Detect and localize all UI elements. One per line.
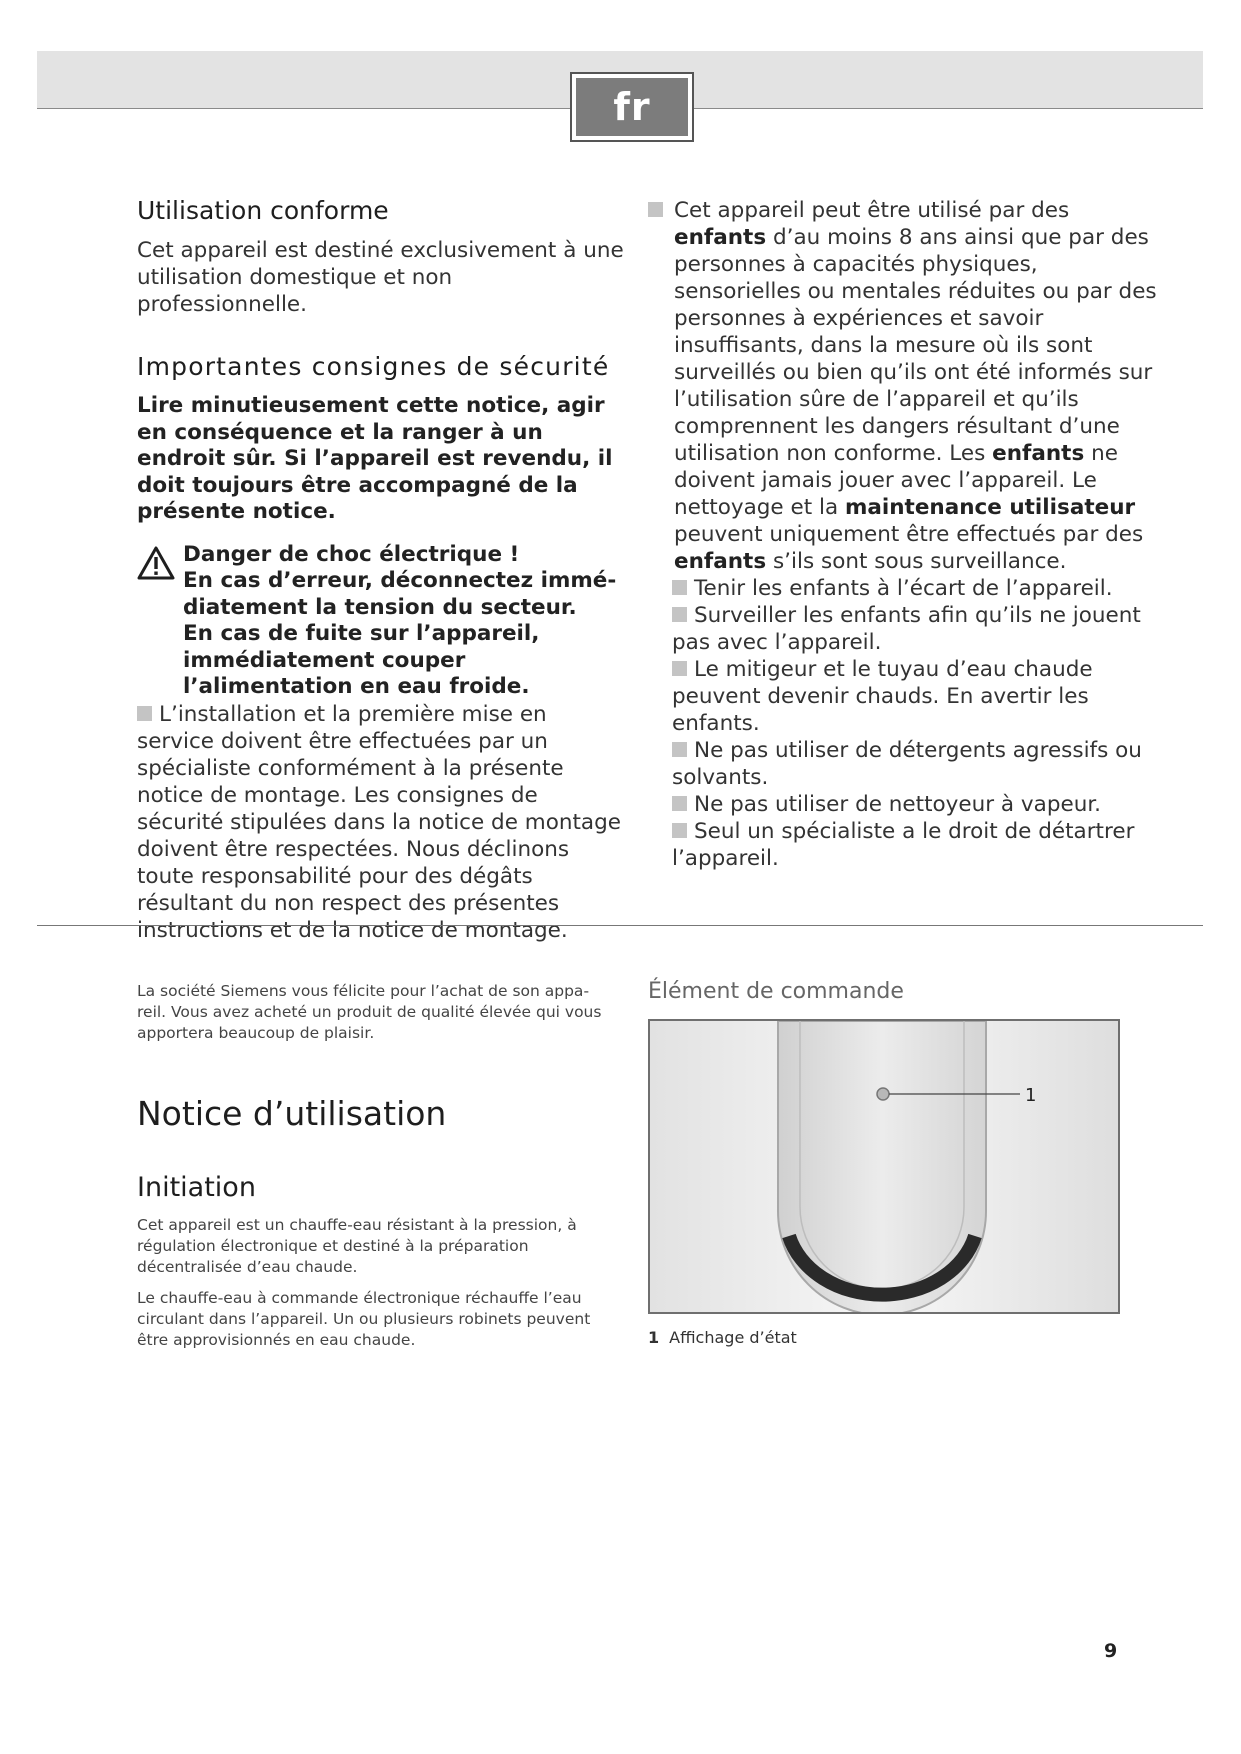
initiation-text bbox=[137, 1215, 607, 1351]
list-item-text: Ne pas utiliser de nettoyeur à vapeur. bbox=[694, 792, 1102, 817]
language-badge bbox=[570, 72, 694, 142]
list-item bbox=[672, 818, 1158, 872]
status-led-icon bbox=[877, 1088, 889, 1100]
bullet-square-icon bbox=[672, 580, 687, 595]
list-item-text: Seul un spécialiste a le droit de détartrer l’appareil. bbox=[672, 819, 1135, 871]
consignes-heading: Importantes consignes de sécurité bbox=[137, 352, 610, 381]
children-text-2: d’au moins 8 ans ainsi que par des personnes à capacités physiques, sensorielles ou mentales réduites ou par des personnes à expériences et savoir insuffisants, dans la mesure où ils sont surveillés ou bien qu’ils ont été informés sur l’utilisation sûre de l’appareil et qu’ils comprennent les dangers résultant d’une utilisation non conforme. Les bbox=[674, 225, 1157, 466]
device-illustration bbox=[650, 1021, 1118, 1312]
utilisation-text: Cet appareil est destiné exclusivement à une utilisation domestique et non professionnelle. bbox=[137, 238, 624, 317]
list-item bbox=[672, 602, 1158, 656]
list-item-text: Le mitigeur et le tuyau d’eau chaude peuvent devenir chauds. En avertir les enfants. bbox=[672, 657, 1093, 736]
installation-item bbox=[137, 701, 627, 944]
bullet-square-icon bbox=[648, 202, 663, 217]
children-usage-item bbox=[648, 197, 1158, 575]
maintenance-keyword: maintenance utilisateur bbox=[844, 495, 1136, 520]
list-item-text: Tenir les enfants à l’écart de l’appareil. bbox=[694, 576, 1113, 601]
bullet-square-icon bbox=[137, 706, 152, 721]
warning-leak-text: En cas de fuite sur l’appareil, immédiatement couper l’alimentation en eau froide. bbox=[183, 621, 540, 699]
children-text-4: peuvent uniquement être effectués par des bbox=[674, 522, 1144, 547]
children-keyword-3: enfants bbox=[674, 549, 767, 574]
bullet-square-icon bbox=[672, 607, 687, 622]
list-item bbox=[672, 656, 1158, 737]
element-heading: Élément de commande bbox=[648, 979, 904, 1004]
section-divider bbox=[37, 925, 1203, 926]
warning-triangle-icon bbox=[137, 546, 175, 580]
list-item-text: Ne pas utiliser de détergents agressifs ou solvants. bbox=[672, 738, 1142, 790]
electric-shock-warning bbox=[137, 542, 627, 701]
bullet-square-icon bbox=[672, 823, 687, 838]
caption-number: 1 bbox=[648, 1328, 660, 1347]
bullet-square-icon bbox=[672, 742, 687, 757]
bullet-square-icon bbox=[672, 796, 687, 811]
page-number: 9 bbox=[1104, 1640, 1118, 1662]
language-code: fr bbox=[576, 78, 688, 136]
installation-text: L’installation et la première mise en service doivent être effectuées par un spécialiste conformément à la présente notice de montage. Les consignes de sécurité stipulées dans la notice de montage doivent être respectées. Nous déclinons toute responsabilité pour des dégâts résultant du non respect des présentes instructions et de la notice de montage. bbox=[137, 701, 621, 943]
list-item bbox=[672, 575, 1158, 602]
caption-text: Affichage d’état bbox=[669, 1328, 797, 1347]
children-keyword-2: enfants bbox=[992, 441, 1085, 466]
control-element-figure bbox=[648, 1019, 1120, 1314]
utilisation-heading: Utilisation conforme bbox=[137, 196, 389, 225]
intro-text: La société Siemens vous félicite pour l’achat de son appareil. Vous avez acheté un produit de qualité élevée qui vous apportera beaucoup de plaisir. bbox=[137, 982, 602, 1042]
initiation-paragraph-1: Cet appareil est un chauffe-eau résistant à la pression, à régulation électronique et destiné à la préparation décentralisée d’eau chaude. bbox=[137, 1216, 577, 1276]
list-item bbox=[672, 791, 1158, 818]
callout-number: 1 bbox=[1025, 1085, 1037, 1106]
consignes-intro: Lire minutieusement cette notice, agir en conséquence et la ranger à un endroit sûr. Si l’appareil est revendu, il doit toujours être accompagné de la présente notice. bbox=[137, 393, 613, 524]
children-keyword-1: enfants bbox=[674, 225, 767, 250]
safety-left-column bbox=[137, 196, 627, 944]
figure-caption bbox=[648, 1328, 797, 1347]
children-text-1: Cet appareil peut être utilisé par des bbox=[674, 198, 1070, 223]
siemens-intro bbox=[137, 981, 607, 1044]
children-text-5: s’ils sont sous surveillance. bbox=[766, 549, 1067, 574]
children-text-3: ne doivent jamais jouer avec l’appareil. Le nettoyage et la bbox=[674, 441, 1118, 520]
bullet-square-icon bbox=[672, 661, 687, 676]
safety-right-column bbox=[648, 197, 1158, 872]
list-item-text: Surveiller les enfants afin qu’ils ne jouent pas avec l’appareil. bbox=[672, 603, 1141, 655]
warning-title: Danger de choc électrique ! bbox=[183, 541, 520, 567]
warning-error-text: En cas d’erreur, déconnectez immédiatement la tension du secteur. bbox=[183, 568, 617, 620]
initiation-heading: Initiation bbox=[137, 1172, 256, 1203]
initiation-paragraph-2: Le chauffe-eau à commande électronique réchauffe l’eau circulant dans l’appareil. Un ou plusieurs robinets peuvent être approvisionnés en eau chaude. bbox=[137, 1289, 591, 1349]
list-item bbox=[672, 737, 1158, 791]
children-bullet-list bbox=[648, 575, 1158, 872]
notice-title: Notice d’utilisation bbox=[137, 1094, 447, 1133]
